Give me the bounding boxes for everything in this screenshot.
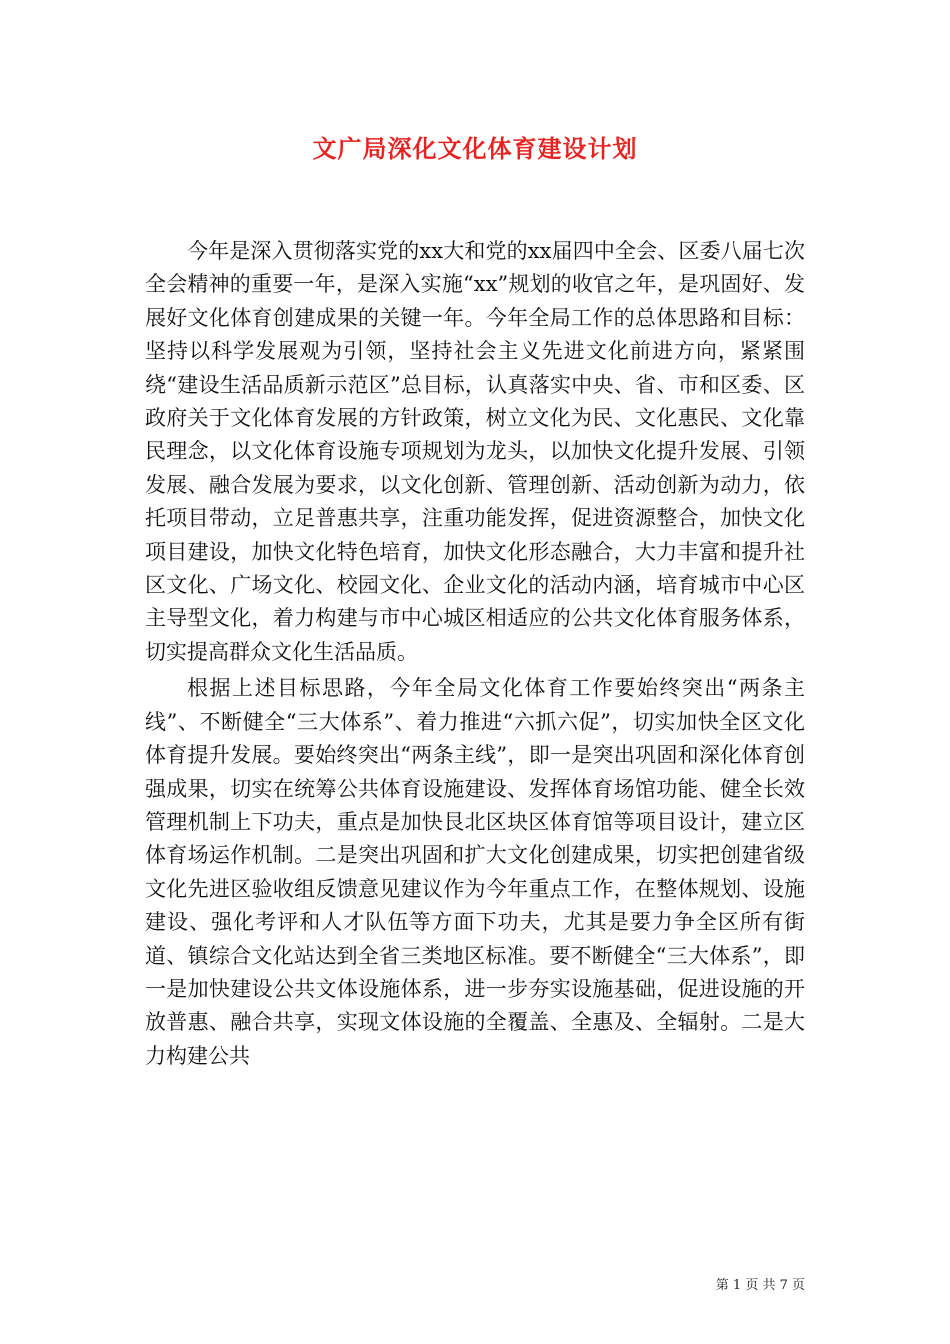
page-number-footer: 第 1 页 共 7 页 (715, 1278, 805, 1293)
paragraph-1: 今年是深入贯彻落实党的xx大和党的xx届四中全会、区委八届七次全会精神的重要一年，是深入实施“xx”规划的收官之年，是巩固好、发展好文化体育创建成果的关键一年。今年全局工作的总体思路和目标：坚持以科学发展观为引领，坚持社会主义先进文化前进方向，紧紧围绕“建设生活品质新示范区”总目标，认真落实中央、省、市和区委、区政府关于文化体育发展的方针政策，树立文化为民、文化惠民、文化靠民理念，以文化体育设施专项规划为龙头，以加快文化提升发展、引领发展、融合发展为要求，以文化创新、管理创新、活动创新为动力，依托项目带动，立足普惠共享，注重功能发挥，促进资源整合，加快文化项目建设，加快文化特色培育，加快文化形态融合，大力丰富和提升社区文化、广场文化、校园文化、企业文化的活动内涵，培育城市中心区主导型文化，着力构建与市中心城区相适应的公共文化体育服务体系，切实提高群众文化生活品质。 (145, 239, 805, 664)
paragraph-2: 根据上述目标思路，今年全局文化体育工作要始终突出“两条主线”、不断健全“三大体系”、着力推进“六抓六促”，切实加快全区文化体育提升发展。要始终突出“两条主线”，即一是突出巩固和深化体育创强成果，切实在统筹公共体育设施建设、发挥体育场馆功能、健全长效管理机制上下功夫，重点是加快艮北区块区体育馆等项目设计，建立区体育场运作机制。二是突出巩固和扩大文化创建成果，切实把创建省级文化先进区验收组反馈意见建议作为今年重点工作，在整体规划、设施建设、强化考评和人才队伍等方面下功夫，尤其是要力争全区所有街道、镇综合文化站达到全省三类地区标准。要不断健全“三大体系”，即一是加快建设公共文体设施体系，进一步夯实设施基础，促进设施的开放普惠、融合共享，实现文体设施的全覆盖、全惠及、全辐射。二是大力构建公共 (145, 676, 805, 1068)
document-body (145, 235, 805, 1076)
document-title: 文广局深化文化体育建设计划 (312, 134, 638, 163)
